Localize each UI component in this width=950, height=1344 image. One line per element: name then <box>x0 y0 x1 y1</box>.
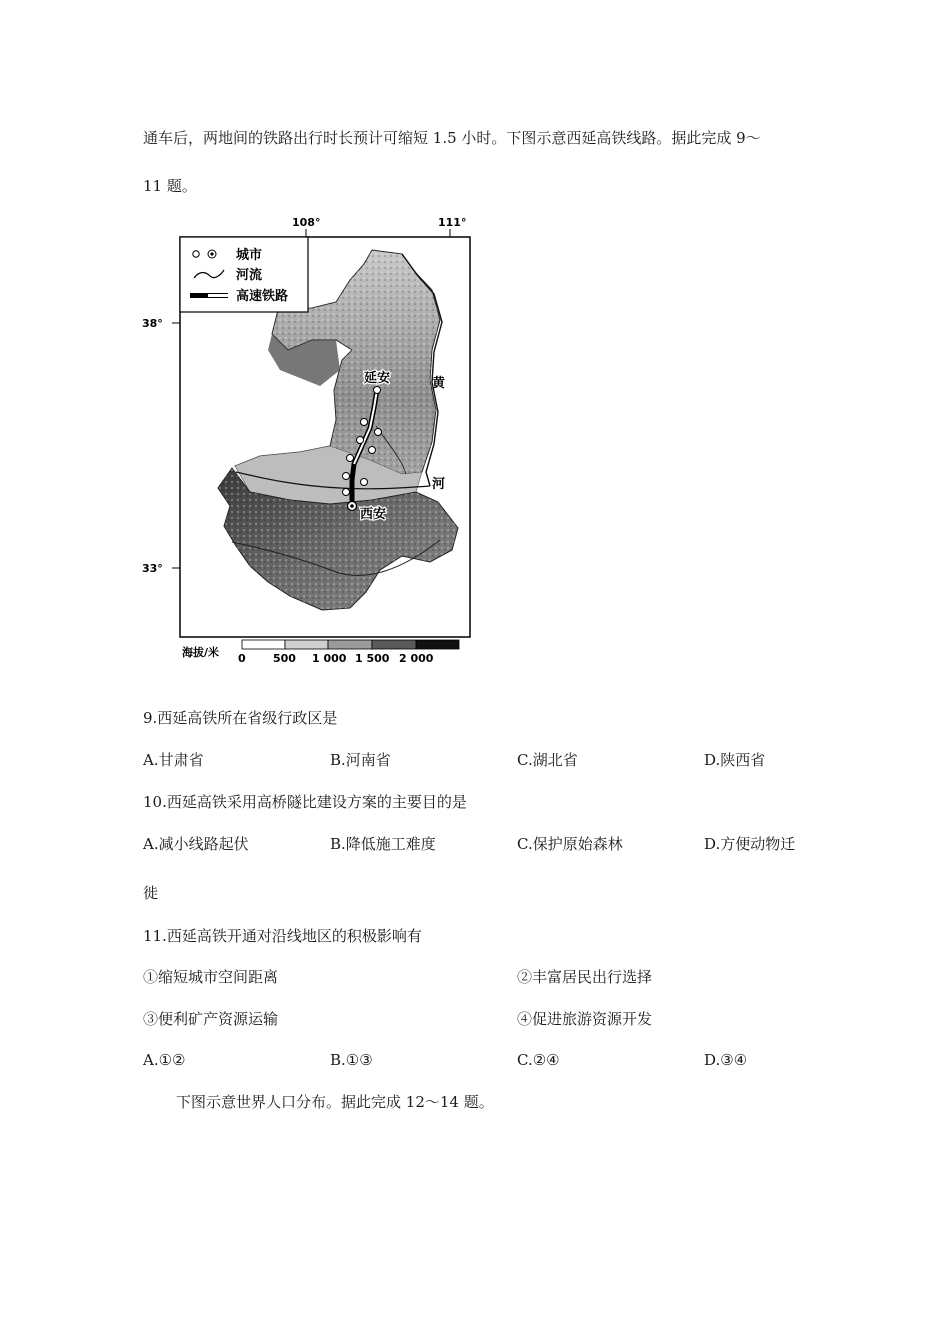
q11-item-3: ③便利矿产资源运输 <box>143 1010 279 1028</box>
city-label-yanan: 延安 <box>364 371 391 386</box>
lon-label-111: 111° <box>438 216 467 229</box>
city-marker <box>369 447 376 454</box>
legend-label-river: 河流 <box>236 268 263 283</box>
q11-option-c[interactable]: C.②④ <box>517 1051 560 1069</box>
city-marker <box>343 489 350 496</box>
city-legend-icon <box>193 251 199 257</box>
city-marker <box>347 455 354 462</box>
lat-label-33: 33° <box>142 562 163 575</box>
q10-option-b[interactable]: B.降低施工难度 <box>330 835 436 853</box>
q10-option-d-continuation: 徙 <box>143 884 159 902</box>
q11-item-1: ①缩短城市空间距离 <box>143 968 279 986</box>
q11-option-a[interactable]: A.①② <box>143 1051 186 1069</box>
legend-label-city: 城市 <box>236 248 263 263</box>
q9-option-c[interactable]: C.湖北省 <box>517 751 578 769</box>
q11-item-2: ②丰富居民出行选择 <box>517 968 653 986</box>
city-marker <box>357 437 364 444</box>
elevation-tick-500: 500 <box>273 652 296 665</box>
legend-label-railway: 高速铁路 <box>236 289 289 304</box>
elevation-tick-1500: 1 500 <box>355 652 390 665</box>
question-9-stem: 9.西延高铁所在省级行政区是 <box>143 709 338 727</box>
q10-option-a[interactable]: A.减小线路起伏 <box>143 835 249 853</box>
lat-label-38: 38° <box>142 317 163 330</box>
elevation-tick-0: 0 <box>238 652 246 665</box>
elevation-scale-bar <box>242 640 459 649</box>
shaanxi-railway-map <box>140 210 480 670</box>
next-section-intro: 下图示意世界人口分布。据此完成 12～14 题。 <box>176 1093 494 1111</box>
city-marker <box>375 429 382 436</box>
q9-option-b[interactable]: B.河南省 <box>330 751 391 769</box>
question-10-stem: 10.西延高铁采用高桥隧比建设方案的主要目的是 <box>143 793 467 811</box>
q11-item-4: ④促进旅游资源开发 <box>517 1010 653 1028</box>
lon-label-108: 108° <box>292 216 321 229</box>
question-11-stem: 11.西延高铁开通对沿线地区的积极影响有 <box>143 927 422 945</box>
q11-option-b[interactable]: B.①③ <box>330 1051 373 1069</box>
q10-option-d[interactable]: D.方便动物迁 <box>704 835 796 853</box>
elevation-label: 海拔/米 <box>182 646 220 659</box>
q10-option-c[interactable]: C.保护原始森林 <box>517 835 623 853</box>
river-label-huang: 黄 <box>432 376 446 391</box>
river-label-he: 河 <box>432 477 446 492</box>
q11-option-d[interactable]: D.③④ <box>704 1051 748 1069</box>
intro-line-1: 通车后，两地间的铁路出行时长预计可缩短 1.5 小时。下图示意西延高铁线路。据此完成 9～ <box>143 129 761 147</box>
elevation-tick-1000: 1 000 <box>312 652 347 665</box>
intro-line-2: 11 题。 <box>143 177 197 195</box>
city-marker <box>343 473 350 480</box>
q9-option-a[interactable]: A.甘肃省 <box>143 751 204 769</box>
city-marker <box>361 419 368 426</box>
city-marker <box>374 387 381 394</box>
city-marker <box>361 479 368 486</box>
city-label-xian: 西安 <box>360 507 387 522</box>
q9-option-d[interactable]: D.陕西省 <box>704 751 766 769</box>
elevation-tick-2000: 2 000 <box>399 652 434 665</box>
